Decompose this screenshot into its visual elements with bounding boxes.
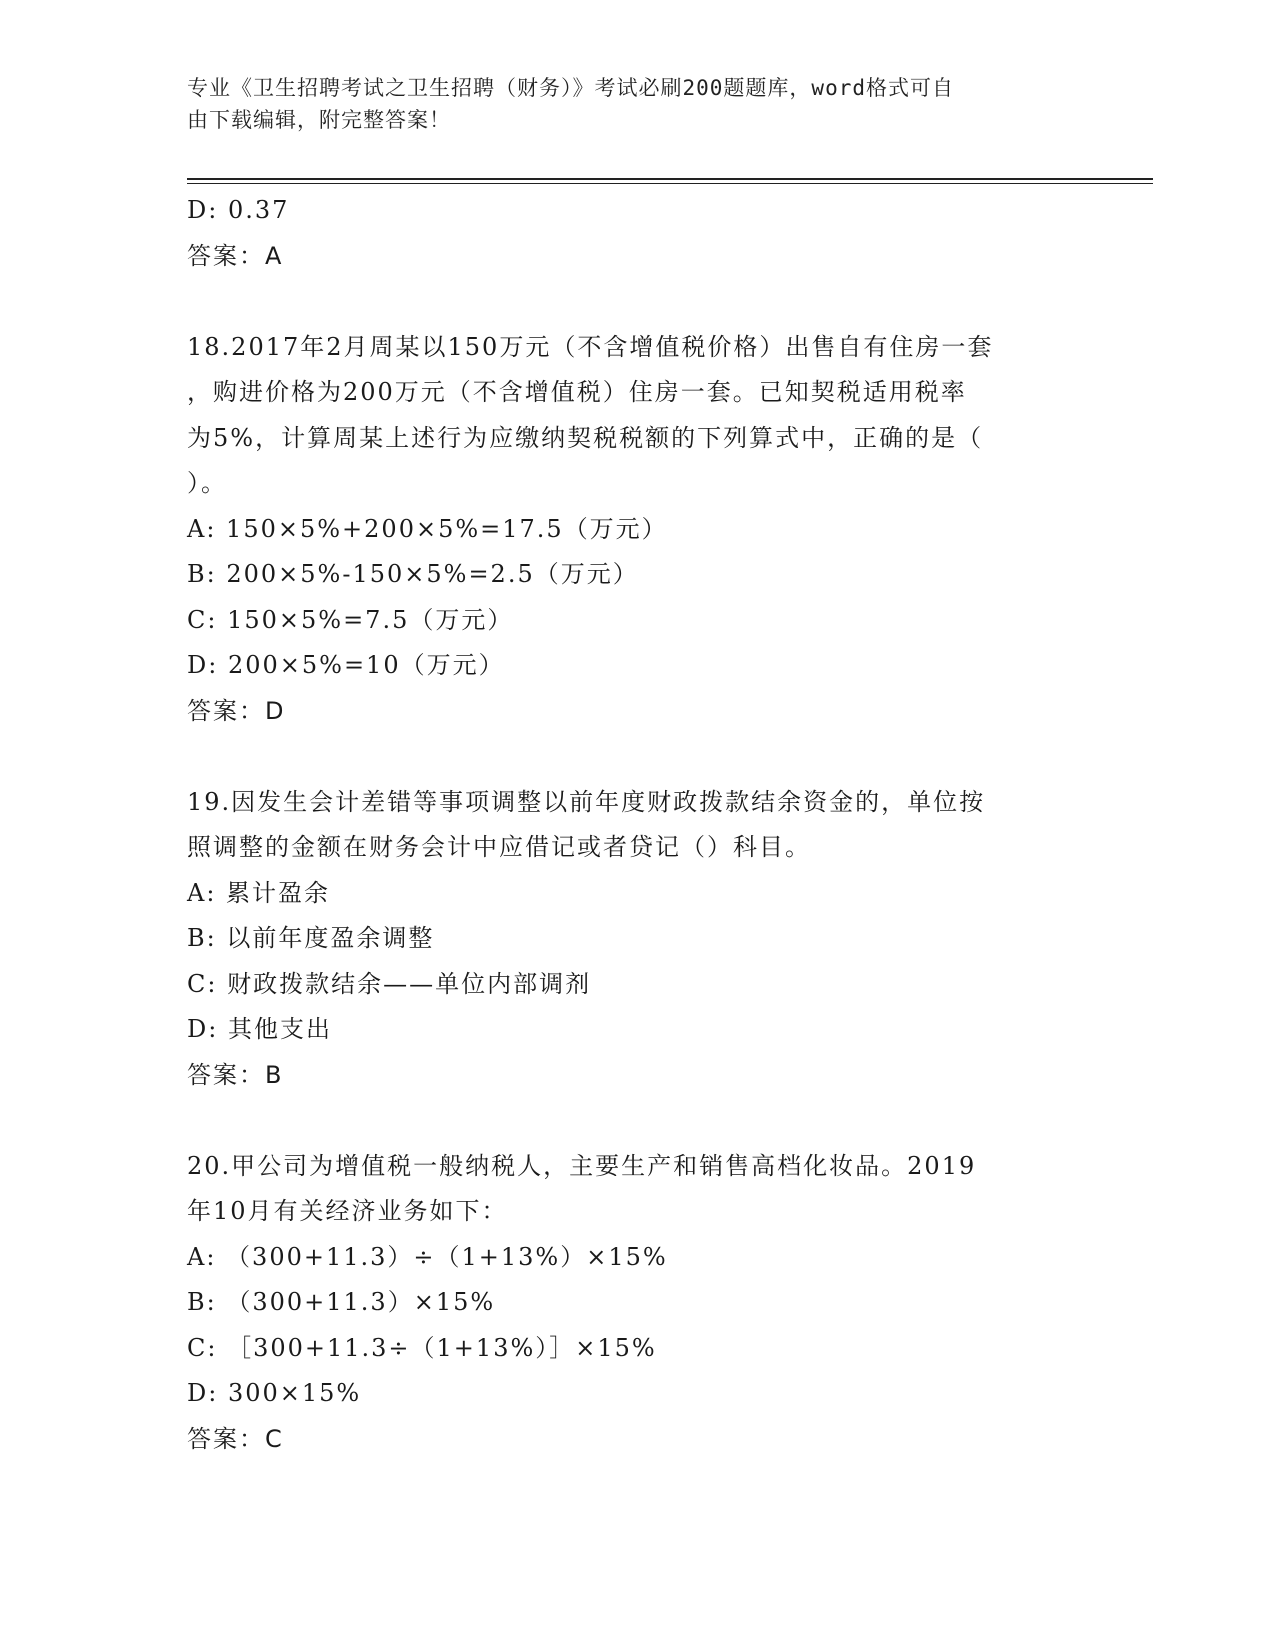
header-line-1: 专业《卫生招聘考试之卫生招聘（财务）》考试必刷200题题库，word格式可自 [187, 76, 954, 100]
option-a: A: 累计盈余 [187, 878, 331, 907]
option-c: C: ［300+11.3÷（1+13%）］×15% [187, 1333, 657, 1362]
option-b: B: （300+11.3）×15% [187, 1288, 496, 1316]
question-18 [187, 325, 1087, 735]
option-d: D: 300×15% [187, 1379, 362, 1407]
header-divider-thin [187, 183, 1153, 184]
question-stem-line: 20.甲公司为增值税一般纳税人，主要生产和销售高档化妆品。2019 [187, 1151, 977, 1180]
option-d: D: 其他支出 [187, 1015, 332, 1043]
question-stem-line: ，购进价格为200万元（不含增值税）住房一套。已知契税适用税率 [187, 378, 967, 406]
document-header [187, 72, 1087, 136]
option-b: B: 以前年度盈余调整 [187, 924, 435, 952]
prev-question-option-d: D: 0.37 [187, 196, 290, 224]
spacer [187, 279, 1087, 325]
question-20 [187, 1144, 1087, 1463]
option-c: C: 150×5%=7.5（万元） [187, 605, 514, 634]
header-line-2: 由下载编辑，附完整答案！ [187, 108, 451, 132]
option-d: D: 200×5%=10（万元） [187, 651, 505, 679]
question-stem-line: 19.因发生会计差错等事项调整以前年度财政拨款结余资金的，单位按 [187, 787, 986, 816]
option-c: C: 财政拨款结余——单位内部调剂 [187, 969, 592, 998]
answer: 答案：C [187, 1424, 284, 1453]
question-19 [187, 780, 1087, 1099]
question-stem-line: 18.2017年2月周某以150万元（不含增值税价格）出售自有住房一套 [187, 332, 994, 361]
answer: 答案：B [187, 1060, 284, 1089]
header-divider-thick [187, 178, 1153, 180]
question-stem-line: ）。 [187, 469, 227, 497]
spacer [187, 1098, 1087, 1144]
question-stem-line: 照调整的金额在财务会计中应借记或者贷记（）科目。 [187, 833, 811, 861]
answer: 答案：D [187, 696, 286, 725]
prev-question-answer: 答案：A [187, 241, 284, 270]
question-stem-line: 年10月有关经济业务如下： [187, 1197, 508, 1225]
document-body [187, 188, 1087, 1462]
question-stem-line: 为5%，计算周某上述行为应缴纳契税税额的下列算式中，正确的是（ [187, 423, 984, 452]
option-a: A: （300+11.3）÷（1+13%）×15% [187, 1242, 668, 1271]
option-b: B: 200×5%-150×5%=2.5（万元） [187, 560, 639, 588]
spacer [187, 734, 1087, 780]
option-a: A: 150×5%+200×5%=17.5（万元） [187, 514, 668, 543]
